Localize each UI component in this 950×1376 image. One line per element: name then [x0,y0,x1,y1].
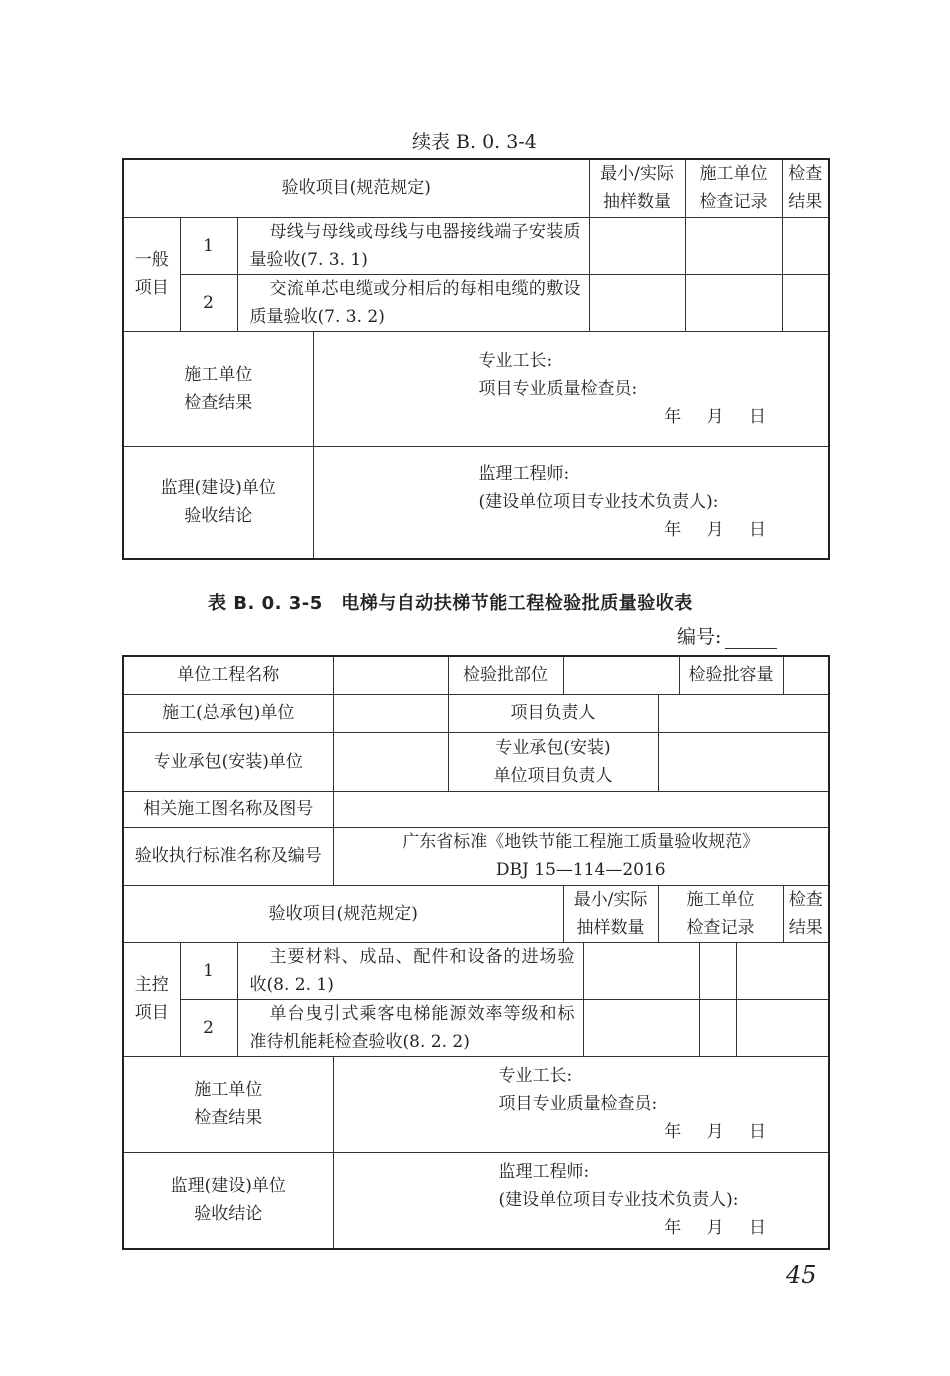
record-cell [699,942,736,999]
project-leader-label: 项目负责人 [448,694,658,732]
header-sample: 最小/实际 抽样数量 [589,159,685,217]
sign-label-contractor: 施工单位 检查结果 [123,1056,333,1152]
row-text: 主要材料、成品、配件和设备的进场验收(8. 2. 1) [237,942,583,999]
unit-name-label: 单位工程名称 [123,656,333,694]
sign-label-contractor: 施工单位 检查结果 [123,331,313,446]
sample-cell [583,999,699,1056]
sample-cell [589,274,685,331]
drawing-label: 相关施工图名称及图号 [123,791,333,827]
date-line: 年 月 日 [664,406,777,427]
table2-caption: 表 B. 0. 3-5 电梯与自动扶梯节能工程检验批质量验收表 [208,593,693,614]
batch-part-label: 检验批部位 [448,656,563,694]
code-blank [725,628,777,649]
subcontractor-value [333,732,448,791]
row-text: 单台曳引式乘客电梯能源效率等级和标准待机能耗检查验收(8. 2. 2) [237,999,583,1056]
page-number: 45 [786,1261,817,1289]
contractor-value [333,694,448,732]
engineer-line: 监理工程师: [498,1162,590,1183]
row-number: 2 [180,999,237,1056]
batch-capacity-value [783,656,829,694]
table1-caption: 续表 B. 0. 3-4 [412,131,537,153]
date-line: 年 月 日 [664,520,777,541]
standard-label: 验收执行标准名称及编号 [123,827,333,885]
sub-leader-value [658,732,829,791]
batch-part-value [563,656,679,694]
unit-name-value [333,656,448,694]
sign-block-supervisor [313,446,829,559]
engineer-line: 监理工程师: [478,464,570,485]
row-text: 母线与母线或母线与电器接线端子安装质量验收(7. 3. 1) [237,217,589,274]
table2 [122,655,830,1250]
record-cell [685,274,782,331]
date-line: 年 月 日 [664,1218,777,1239]
project-leader-value [658,694,829,732]
record-cell [699,999,736,1056]
sample-cell [589,217,685,274]
code-label: 编号: [677,622,777,649]
row-number: 2 [180,274,237,331]
subcontractor-label: 专业承包(安装)单位 [123,732,333,791]
row-number: 1 [180,942,237,999]
header-sample: 最小/实际 抽样数量 [563,885,658,942]
sign-label-supervisor: 监理(建设)单位 验收结论 [123,446,313,559]
header-result: 检查 结果 [782,159,829,217]
sample-cell [583,942,699,999]
inspector-line: 项目专业质量检查员: [498,1094,658,1114]
header-record: 施工单位 检查记录 [658,885,783,942]
header-record: 施工单位 检查记录 [685,159,782,217]
row-number: 1 [180,217,237,274]
result-cell [736,942,829,999]
header-result: 检查 结果 [783,885,829,942]
owner-line: (建设单位项目专业技术负责人): [498,1190,739,1211]
result-cell [736,999,829,1056]
sub-leader-label: 专业承包(安装) 单位项目负责人 [448,732,658,791]
foreman-line: 专业工长: [478,350,553,371]
standard-value: 广东省标准《地铁节能工程施工质量验收规范》 DBJ 15—114—2016 [333,827,829,885]
result-cell [782,217,829,274]
group-label: 主控 项目 [123,942,180,1056]
sign-label-supervisor: 监理(建设)单位 验收结论 [123,1152,333,1249]
table1 [122,158,830,560]
header-item: 验收项目(规范规定) [123,159,589,217]
owner-line: (建设单位项目专业技术负责人): [478,492,719,513]
sign-block-supervisor [333,1152,829,1249]
sign-block-contractor [313,331,829,446]
sign-block-contractor [333,1056,829,1152]
inspector-line: 项目专业质量检查员: [478,378,638,399]
row-text: 交流单芯电缆或分相后的每相电缆的敷设质量验收(7. 3. 2) [237,274,589,331]
drawing-value [333,791,829,827]
group-label: 一般 项目 [123,217,180,331]
result-cell [782,274,829,331]
foreman-line: 专业工长: [498,1066,573,1086]
date-line: 年 月 日 [664,1122,777,1142]
record-cell [685,217,782,274]
contractor-label: 施工(总承包)单位 [123,694,333,732]
batch-capacity-label: 检验批容量 [679,656,783,694]
header-item: 验收项目(规范规定) [123,885,563,942]
